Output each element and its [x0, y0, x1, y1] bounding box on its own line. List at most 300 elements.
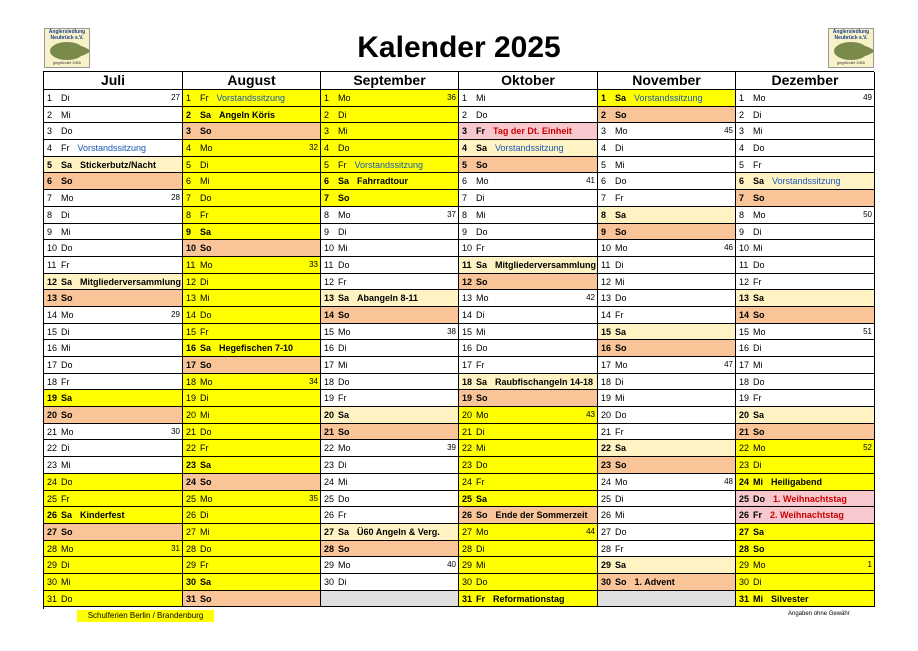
- day-cell: [44, 240, 183, 257]
- day-number: 13: [739, 293, 750, 304]
- day-number: 19: [601, 393, 612, 404]
- weekday-label: So: [200, 360, 212, 370]
- event-label: Abangeln 8-11: [357, 293, 419, 304]
- week-number: 34: [309, 376, 318, 386]
- day-number: 23: [601, 460, 612, 471]
- weekday-label: Fr: [338, 393, 347, 404]
- week-number: 30: [171, 426, 180, 436]
- day-cell: [459, 107, 598, 124]
- weekday-label: Di: [753, 576, 762, 587]
- day-cell: [459, 474, 598, 491]
- day-cell: [598, 440, 736, 457]
- week-number: 31: [171, 543, 180, 553]
- day-cell: [459, 173, 598, 190]
- day-cell: [321, 524, 459, 541]
- day-cell: [183, 90, 321, 107]
- weekday-label: Do: [615, 526, 627, 537]
- month-header: September: [321, 72, 459, 90]
- weekday-label: Mi: [61, 576, 71, 587]
- day-cell: [459, 574, 598, 591]
- weekday-label: Fr: [61, 259, 70, 270]
- day-cell: [459, 541, 598, 558]
- weekday-label: So: [61, 526, 73, 537]
- weekday-label: Do: [61, 593, 73, 604]
- day-number: 30: [324, 576, 335, 587]
- day-number: 28: [739, 543, 750, 554]
- day-cell: [44, 190, 183, 207]
- day-cell: [183, 157, 321, 174]
- weekday-label: Di: [753, 343, 762, 354]
- day-number: 2: [462, 109, 468, 120]
- day-number: 8: [601, 209, 607, 220]
- weekday-label: Mi: [476, 326, 486, 337]
- day-cell: [44, 123, 183, 140]
- event-label: Stickerbutz/Nacht: [80, 159, 157, 170]
- day-number: 20: [186, 410, 197, 421]
- day-number: 30: [186, 576, 197, 587]
- weekday-label: Di: [476, 543, 485, 554]
- day-number: 25: [186, 493, 197, 504]
- day-number: 21: [186, 426, 197, 437]
- week-number: 32: [309, 143, 318, 153]
- weekday-label: Sa: [753, 293, 765, 304]
- weekday-label: Di: [200, 276, 209, 287]
- weekday-label: So: [61, 410, 73, 421]
- day-cell: [183, 524, 321, 541]
- event-label: Raubfischangeln 14-18: [495, 376, 594, 387]
- weekday-label: Do: [615, 410, 627, 421]
- weekday-label: Fr: [200, 93, 209, 103]
- day-cell: [459, 224, 598, 241]
- day-cell: [459, 524, 598, 541]
- day-number: 27: [462, 526, 473, 537]
- weekday-label: Sa: [200, 109, 212, 120]
- weekday-label: Di: [61, 443, 70, 454]
- weekday-label: Di: [476, 193, 485, 204]
- day-number: 10: [186, 243, 197, 254]
- weekday-label: So: [476, 393, 488, 404]
- day-number: 2: [324, 109, 330, 120]
- weekday-label: Di: [338, 226, 347, 237]
- day-cell: [183, 591, 321, 608]
- week-number: 48: [724, 476, 733, 486]
- day-number: 18: [186, 376, 197, 387]
- day-cell: [736, 157, 875, 174]
- day-cell: [598, 390, 736, 407]
- day-number: 22: [186, 443, 197, 454]
- month-header: August: [183, 72, 321, 90]
- day-number: 24: [47, 476, 58, 487]
- day-number: 22: [47, 443, 58, 454]
- day-number: 16: [324, 343, 335, 354]
- weekday-label: Sa: [338, 176, 350, 187]
- day-cell: [736, 90, 875, 107]
- weekday-label: Fr: [61, 143, 70, 154]
- event-label: Hegefischen 7-10: [219, 343, 294, 354]
- weekday-label: Di: [61, 326, 70, 337]
- day-cell: [459, 407, 598, 424]
- day-cell: [459, 307, 598, 324]
- weekday-label: Mo: [61, 193, 74, 204]
- day-cell: [44, 424, 183, 441]
- day-cell: [183, 123, 321, 140]
- week-number: 37: [447, 209, 456, 219]
- day-number: 24: [186, 476, 197, 487]
- day-cell: [736, 190, 875, 207]
- day-number: 11: [324, 259, 334, 270]
- day-cell: [736, 374, 875, 391]
- day-number: 22: [324, 443, 335, 454]
- day-cell: [321, 541, 459, 558]
- day-cell: [736, 324, 875, 341]
- day-number: 26: [324, 510, 335, 521]
- weekday-label: So: [476, 510, 488, 521]
- fish-icon: [834, 42, 868, 60]
- weekday-label: Do: [338, 493, 350, 504]
- day-cell: [44, 407, 183, 424]
- day-number: 19: [739, 393, 750, 404]
- day-cell: [321, 207, 459, 224]
- weekday-label: Sa: [476, 493, 488, 504]
- weekday-label: Fr: [61, 376, 70, 387]
- day-cell: [321, 407, 459, 424]
- weekday-label: Fr: [615, 193, 624, 204]
- weekday-label: Fr: [476, 476, 485, 487]
- day-cell: [44, 324, 183, 341]
- day-number: 28: [462, 543, 473, 554]
- school-holidays-legend: Schulferien Berlin / Brandenburg: [77, 610, 214, 622]
- weekday-label: Fr: [753, 276, 762, 287]
- day-number: 26: [47, 510, 58, 521]
- day-number: 14: [186, 309, 197, 320]
- day-number: 27: [601, 526, 612, 537]
- day-cell: [598, 107, 736, 124]
- day-cell: [736, 457, 875, 474]
- day-cell: [459, 390, 598, 407]
- disclaimer-note: Angaben ohne Gewähr: [788, 611, 850, 617]
- weekday-label: Mi: [61, 226, 71, 237]
- day-cell: [321, 123, 459, 140]
- day-number: 20: [47, 410, 58, 421]
- day-cell: [183, 390, 321, 407]
- day-number: 16: [47, 343, 58, 354]
- day-number: 16: [739, 343, 750, 354]
- weekday-label: Di: [615, 376, 624, 387]
- day-number: 28: [324, 543, 335, 554]
- month-header: Juli: [44, 72, 183, 90]
- day-number: 23: [462, 460, 473, 471]
- weekday-label: Mo: [338, 443, 351, 454]
- weekday-label: Mi: [200, 293, 210, 304]
- weekday-label: Mi: [61, 109, 71, 120]
- day-number: 7: [324, 193, 330, 204]
- day-cell: [321, 474, 459, 491]
- event-label: Vorstandssitzung: [354, 159, 424, 170]
- weekday-label: Di: [61, 209, 70, 220]
- day-number: 9: [324, 226, 330, 237]
- event-label: Reformationstag: [493, 593, 565, 604]
- weekday-label: Mi: [338, 243, 348, 254]
- day-number: 23: [47, 460, 58, 471]
- day-number: 3: [186, 126, 192, 137]
- event-label: Angeln Köris: [219, 109, 276, 120]
- weekday-label: Di: [615, 493, 624, 504]
- day-number: 26: [601, 510, 612, 521]
- weekday-label: So: [61, 176, 73, 187]
- logo-line-1: Anglersiedlung: [48, 29, 86, 35]
- weekday-label: Di: [753, 226, 762, 237]
- day-number: 7: [47, 193, 53, 204]
- week-number: 51: [863, 326, 872, 336]
- weekday-label: Do: [61, 126, 73, 137]
- weekday-label: Do: [615, 293, 627, 304]
- weekday-label: So: [61, 293, 73, 304]
- day-cell: [736, 207, 875, 224]
- day-number: 1: [186, 93, 192, 103]
- event-label: Vorstandssitzung: [772, 176, 841, 187]
- weekday-label: So: [338, 426, 350, 437]
- day-number: 17: [324, 360, 335, 370]
- day-cell: [598, 524, 736, 541]
- day-cell: [321, 424, 459, 441]
- weekday-label: Mi: [615, 393, 625, 404]
- day-cell: [183, 290, 321, 307]
- day-number: 14: [324, 309, 335, 320]
- weekday-label: Mo: [753, 443, 766, 454]
- weekday-label: Sa: [615, 326, 627, 337]
- day-number: 17: [47, 360, 58, 370]
- day-number: 21: [739, 426, 750, 437]
- weekday-label: Do: [200, 309, 212, 320]
- day-cell: [736, 424, 875, 441]
- weekday-label: Fr: [615, 309, 624, 320]
- weekday-label: Sa: [476, 259, 488, 270]
- day-number: 30: [601, 576, 612, 587]
- day-cell: [736, 541, 875, 558]
- day-cell: [321, 107, 459, 124]
- weekday-label: Do: [200, 426, 212, 437]
- day-number: 15: [47, 326, 58, 337]
- weekday-label: So: [200, 126, 212, 137]
- day-number: 30: [47, 576, 58, 587]
- event-label: Silvester: [771, 593, 809, 604]
- day-cell: [321, 307, 459, 324]
- day-number: 13: [462, 293, 473, 304]
- day-cell: [183, 224, 321, 241]
- day-number: 5: [324, 159, 330, 170]
- day-number: 21: [462, 426, 473, 437]
- weekday-label: Di: [476, 309, 485, 320]
- week-number: 44: [586, 526, 595, 536]
- weekday-label: Di: [615, 143, 624, 154]
- weekday-label: Mo: [61, 543, 74, 554]
- logo-line-1: Anglersiedlung: [832, 29, 870, 35]
- day-cell: [321, 190, 459, 207]
- day-number: 19: [47, 393, 58, 404]
- weekday-label: Fr: [615, 426, 624, 437]
- weekday-label: So: [615, 226, 627, 237]
- weekday-label: Mi: [615, 159, 625, 170]
- weekday-label: Mo: [753, 560, 766, 571]
- day-cell: [736, 591, 875, 608]
- day-cell: [459, 257, 598, 274]
- day-number: 25: [462, 493, 473, 504]
- week-number: 46: [724, 243, 733, 253]
- day-number: 22: [601, 443, 612, 454]
- day-number: 18: [324, 376, 335, 387]
- weekday-label: So: [753, 309, 765, 320]
- month-header: November: [598, 72, 736, 90]
- day-number: 20: [324, 410, 335, 421]
- day-number: 3: [739, 126, 745, 137]
- day-number: 29: [462, 560, 473, 571]
- event-label: Fahrradtour: [357, 176, 409, 187]
- day-number: 19: [324, 393, 335, 404]
- day-cell: [598, 357, 736, 374]
- week-number: 39: [447, 443, 456, 453]
- day-cell: [459, 507, 598, 524]
- weekday-label: Di: [61, 93, 70, 103]
- weekday-label: Mo: [615, 126, 628, 137]
- weekday-label: Do: [753, 143, 765, 154]
- day-number: 17: [462, 360, 473, 370]
- day-cell: [321, 390, 459, 407]
- day-number: 6: [739, 176, 745, 187]
- day-cell: [736, 407, 875, 424]
- day-cell: [183, 240, 321, 257]
- day-cell: [598, 240, 736, 257]
- day-number: 11: [462, 259, 472, 270]
- day-cell: [183, 173, 321, 190]
- event-label: 1. Weihnachtstag: [773, 493, 847, 504]
- weekday-label: Fr: [338, 276, 347, 287]
- day-cell: [44, 440, 183, 457]
- weekday-label: So: [615, 460, 627, 471]
- day-cell: [598, 257, 736, 274]
- week-number: 27: [171, 93, 180, 102]
- day-number: 13: [186, 293, 197, 304]
- day-cell: [736, 307, 875, 324]
- day-number: 4: [739, 143, 745, 154]
- day-number: 27: [47, 526, 58, 537]
- day-number: 6: [601, 176, 607, 187]
- day-cell: [736, 224, 875, 241]
- day-cell: [183, 440, 321, 457]
- day-cell: [598, 274, 736, 291]
- day-number: 14: [462, 309, 473, 320]
- day-number: 22: [739, 443, 750, 454]
- day-number: 29: [601, 560, 612, 571]
- day-number: 20: [739, 410, 750, 421]
- weekday-label: Fr: [476, 126, 485, 137]
- day-cell: [44, 90, 183, 107]
- day-number: 26: [739, 510, 750, 521]
- day-cell: [321, 491, 459, 508]
- day-number: 31: [739, 593, 750, 604]
- week-number: 49: [863, 93, 872, 102]
- day-cell: [598, 541, 736, 558]
- weekday-label: So: [338, 193, 350, 204]
- day-number: 11: [186, 259, 196, 270]
- day-number: 19: [186, 393, 197, 404]
- day-number: 12: [462, 276, 473, 287]
- weekday-label: Mo: [753, 209, 766, 220]
- weekday-label: So: [476, 276, 488, 287]
- day-cell: [44, 107, 183, 124]
- day-number: 16: [186, 343, 197, 354]
- club-logo: [44, 28, 90, 68]
- weekday-label: Mo: [476, 410, 489, 421]
- day-cell: [44, 574, 183, 591]
- weekday-label: Do: [338, 376, 350, 387]
- weekday-label: Mi: [61, 460, 71, 471]
- weekday-label: Sa: [753, 176, 765, 187]
- day-number: 24: [324, 476, 335, 487]
- weekday-label: Di: [200, 510, 209, 521]
- weekday-label: So: [615, 343, 627, 354]
- day-cell: [598, 157, 736, 174]
- day-cell: [459, 374, 598, 391]
- day-cell: [44, 307, 183, 324]
- day-cell: [459, 440, 598, 457]
- weekday-label: Mi: [200, 176, 210, 187]
- day-number: 8: [462, 209, 468, 220]
- day-number: 9: [739, 226, 745, 237]
- weekday-label: Sa: [476, 376, 488, 387]
- day-cell: [321, 173, 459, 190]
- day-number: 23: [739, 460, 750, 471]
- month-header: Oktober: [459, 72, 598, 90]
- weekday-label: Mi: [476, 209, 486, 220]
- day-cell: [736, 107, 875, 124]
- weekday-label: Sa: [753, 526, 765, 537]
- weekday-label: Sa: [338, 293, 350, 304]
- day-number: 1: [462, 93, 468, 103]
- day-number: 11: [601, 259, 611, 270]
- day-cell: [459, 324, 598, 341]
- event-label: Kinderfest: [80, 510, 125, 521]
- weekday-label: Mi: [200, 526, 210, 537]
- weekday-label: Fr: [200, 209, 209, 220]
- weekday-label: Sa: [200, 343, 212, 354]
- logo-line-2: Neubrück e.V.: [50, 35, 84, 41]
- day-cell: [598, 307, 736, 324]
- day-cell: [321, 224, 459, 241]
- weekday-label: Di: [753, 109, 762, 120]
- week-number: 41: [586, 176, 595, 186]
- day-number: 20: [462, 410, 473, 421]
- day-number: 12: [47, 276, 58, 287]
- event-label: Ü60 Angeln & Verg.: [357, 526, 440, 537]
- day-cell: [183, 424, 321, 441]
- day-cell: [321, 257, 459, 274]
- day-number: 3: [47, 126, 53, 137]
- weekday-label: Mo: [615, 360, 628, 370]
- weekday-label: Mi: [338, 476, 348, 487]
- day-number: 28: [186, 543, 197, 554]
- event-label: 1. Advent: [634, 576, 675, 587]
- event-label: Vorstandssitzung: [77, 143, 147, 154]
- day-cell: [44, 541, 183, 558]
- weekday-label: Sa: [615, 560, 627, 571]
- day-cell: [321, 274, 459, 291]
- day-cell: [736, 240, 875, 257]
- day-number: 6: [462, 176, 468, 187]
- day-cell: [736, 574, 875, 591]
- day-number: 8: [186, 209, 192, 220]
- day-cell: [183, 541, 321, 558]
- day-cell: [321, 290, 459, 307]
